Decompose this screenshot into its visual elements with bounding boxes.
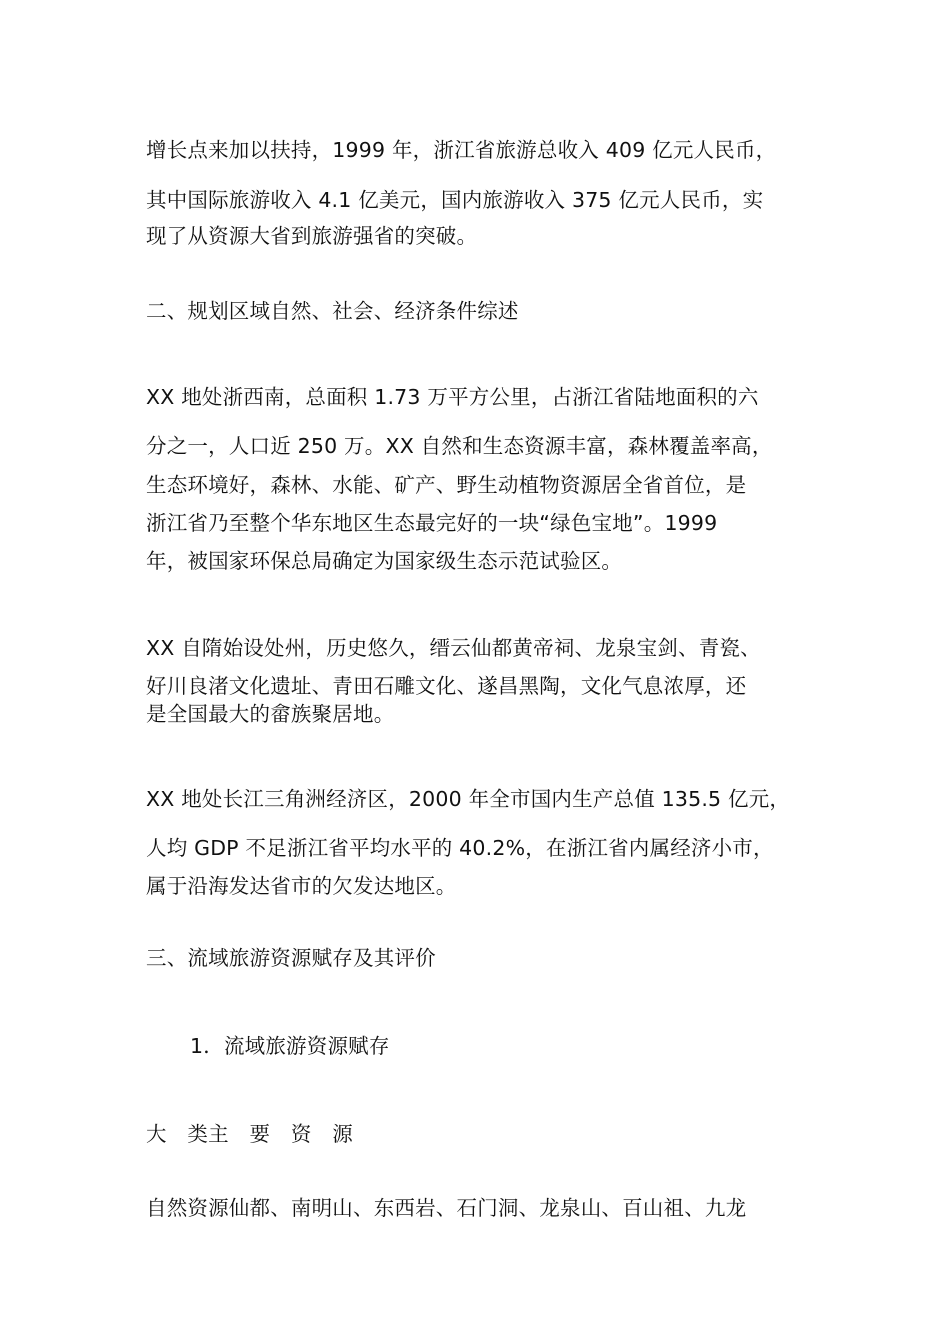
text-line: XX 地处长江三角洲经济区，2000 年全市国内生产总值 135.5 亿元，	[146, 787, 791, 811]
subsection-heading: 1．流域旅游资源赋存	[190, 1034, 390, 1058]
text-line: 属于沿海发达省市的欠发达地区。	[146, 874, 457, 898]
text-line: 增长点来加以扶持，1999 年，浙江省旅游总收入 409 亿元人民币，	[146, 138, 777, 162]
section-heading: 三、流域旅游资源赋存及其评价	[146, 946, 436, 970]
text-line: 人均 GDP 不足浙江省平均水平的 40.2%，在浙江省内属经济小市，	[146, 836, 774, 860]
text-line: 浙江省乃至整个华东地区生态最完好的一块“绿色宝地”。1999	[146, 511, 718, 535]
text-line: 自然资源仙都、南明山、东西岩、石门洞、龙泉山、百山祖、九龙	[146, 1196, 747, 1220]
text-line: 现了从资源大省到旅游强省的突破。	[146, 224, 478, 248]
text-line: XX 地处浙西南，总面积 1.73 万平方公里，占浙江省陆地面积的六	[146, 385, 759, 409]
text-line: 是全国最大的畲族聚居地。	[146, 702, 395, 726]
text-line: 其中国际旅游收入 4.1 亿美元，国内旅游收入 375 亿元人民币，实	[146, 188, 764, 212]
table-header: 大 类主 要 资 源	[146, 1122, 353, 1146]
text-line: 分之一，人口近 250 万。XX 自然和生态资源丰富，森林覆盖率高，	[146, 434, 773, 458]
text-line: 好川良渚文化遗址、青田石雕文化、遂昌黑陶，文化气息浓厚，还	[146, 674, 747, 698]
section-heading: 二、规划区域自然、社会、经济条件综述	[146, 299, 519, 323]
text-line: XX 自隋始设处州，历史悠久，缙云仙都黄帝祠、龙泉宝剑、青瓷、	[146, 636, 761, 660]
text-line: 生态环境好，森林、水能、矿产、野生动植物资源居全省首位，是	[146, 473, 747, 497]
text-line: 年，被国家环保总局确定为国家级生态示范试验区。	[146, 549, 623, 573]
